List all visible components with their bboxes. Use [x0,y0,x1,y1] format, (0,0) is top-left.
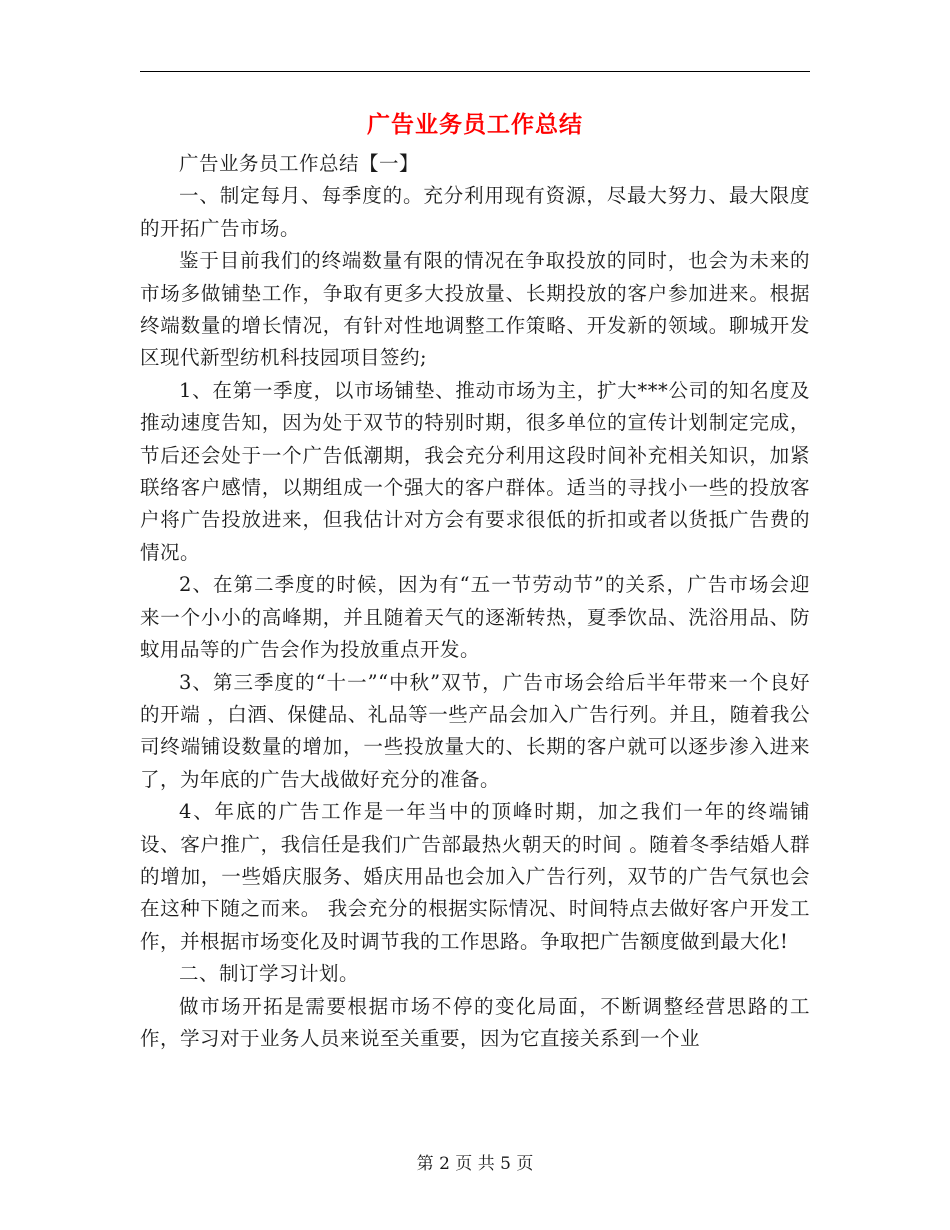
paragraph: 3、第三季度的“十一”“中秋”双节，广告市场会给后半年带来一个良好的开端 ，白酒、保健品、礼品等一些产品会加入广告行列。并且，随着我公司终端铺设数量的增加，一些投放量大的、长期的客户就可以逐步渗入进来了，为年底的广告大战做好充分的准备。 [140,670,810,791]
header-rule [140,71,810,72]
paragraph: 2、在第二季度的时候，因为有“五一节劳动节”的关系，广告市场会迎来一个小小的高峰期，并且随着天气的逐渐转热，夏季饮品、洗浴用品、防蚊用品等的广告会作为投放重点开发。 [140,573,810,662]
paragraph: 鉴于目前我们的终端数量有限的情况在争取投放的同时，也会为未来的市场多做铺垫工作，争取有更多大投放量、长期投放的客户参加进来。根据终端数量的增长情况，有针对性地调整工作策略、开发新的领域。聊城开发区现代新型纺机科技园项目签约; [140,249,810,370]
document-body [140,148,810,1055]
paragraph: 1、在第一季度，以市场铺垫、推动市场为主，扩大***公司的知名度及推动速度告知，因为处于双节的特别时期，很多单位的宣传计划制定完成，节后还会处于一个广告低潮期，我会充分利用这段时间补充相关知识，加紧联络客户感情，以期组成一个强大的客户群体。适当的寻找小一些的投放客户将广告投放进来，但我估计对方会有要求很低的折扣或者以货抵广告费的情况。 [140,378,810,564]
document-title: 广告业务员工作总结 [367,111,583,138]
paragraph: 4、年底的广告工作是一年当中的顶峰时期，加之我们一年的终端铺设、客户推广，我信任是我们广告部最热火朝天的时间 。随着冬季结婚人群的增加，一些婚庆服务、婚庆用品也会加入广告行列，双节的广告气氛也会在这种下随之而来。 我会充分的根据实际情况、时间特点去做好客户开发工作，并根据市场变化及时调节我的工作思路。争取把广告额度做到最大化! [140,800,810,953]
paragraph: 做市场开拓是需要根据市场不停的变化局面，不断调整经营思路的工作，学习对于业务人员来说至关重要，因为它直接关系到一个业 [140,994,810,1050]
section-heading: 广告业务员工作总结【一】 [179,152,420,175]
paragraph: 二、制订学习计划。 [179,962,360,986]
paragraph: 一、制定每月、每季度的。充分利用现有资源，尽最大努力、最大限度的开拓广告市场。 [140,184,810,240]
page-number-footer: 第 2 页 共 5 页 [416,1154,534,1174]
